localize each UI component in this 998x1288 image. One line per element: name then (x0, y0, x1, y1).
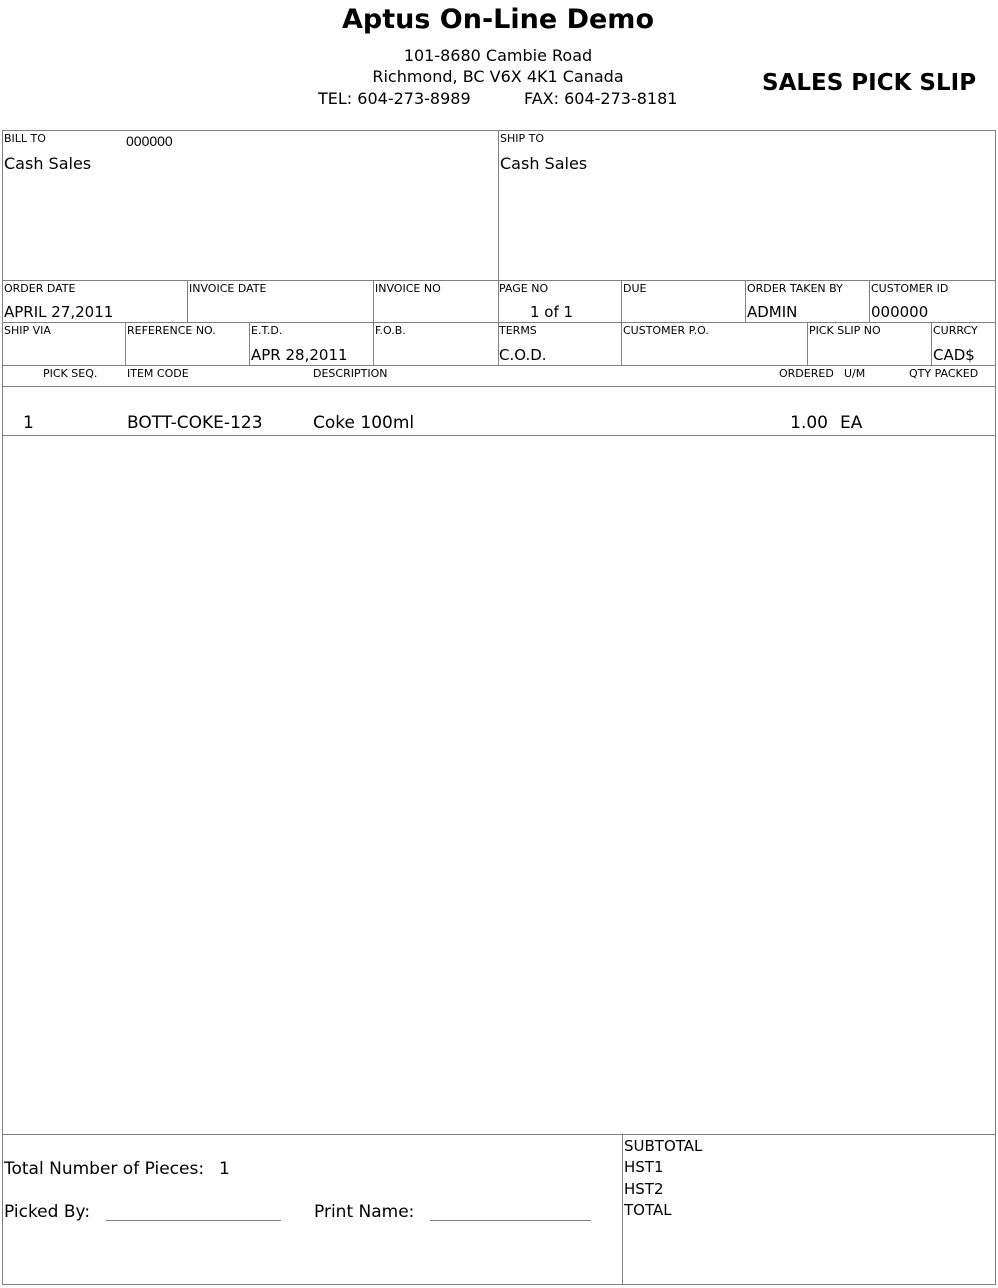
row2-divider (807, 322, 808, 365)
row2-divider (249, 322, 250, 365)
frame-top-line (2, 130, 996, 131)
ship-via-label: SHIP VIA (4, 324, 51, 337)
bill-to-code: 000000 (126, 133, 173, 149)
company-phone: TEL: 604-273-8989 (318, 89, 471, 108)
total-label: TOTAL (624, 1201, 672, 1219)
document-title: SALES PICK SLIP (762, 70, 977, 96)
currcy-label: CURRCY (933, 324, 978, 337)
col-header-item-code: ITEM CODE (127, 367, 189, 380)
row2-divider (373, 322, 374, 365)
header-top-line (2, 365, 996, 366)
customer-id-label: CUSTOMER ID (871, 282, 949, 295)
print-name-label: Print Name: (314, 1202, 415, 1222)
row1-divider (745, 280, 746, 322)
frame-right-line (995, 130, 996, 1285)
picked-by-label: Picked By: (4, 1202, 91, 1222)
company-address-line2: Richmond, BC V6X 4K1 Canada (372, 67, 624, 86)
etd-label: E.T.D. (251, 324, 283, 337)
company-name: Aptus On-Line Demo (341, 4, 654, 35)
row1-divider (187, 280, 188, 322)
row1-divider (869, 280, 870, 322)
due-label: DUE (623, 282, 647, 295)
frame-left-line (2, 130, 3, 1285)
customer-id-value: 000000 (871, 303, 929, 321)
terms-label: TERMS (499, 324, 537, 337)
ship-to-name: Cash Sales (500, 154, 588, 173)
total-pieces-label: Total Number of Pieces: (4, 1159, 205, 1179)
col-header-ordered: ORDERED (779, 367, 834, 380)
row1-top-line (2, 280, 996, 281)
header-bottom-line (2, 386, 996, 387)
bill-to-name: Cash Sales (4, 154, 92, 173)
pick-slip-no-label: PICK SLIP NO (809, 324, 881, 337)
line-pick-seq: 1 (23, 413, 34, 433)
hst2-label: HST2 (624, 1180, 664, 1198)
col-header-qty-packed: QTY PACKED (909, 367, 979, 380)
line-item-code: BOTT-COKE-123 (127, 413, 263, 433)
footer-divider (622, 1134, 623, 1285)
order-date-value: APRIL 27,2011 (4, 303, 114, 321)
total-pieces-value: 1 (219, 1159, 230, 1179)
page-no-value: 1 of 1 (530, 303, 574, 321)
etd-value: APR 28,2011 (251, 346, 348, 364)
col-header-pick-seq: PICK SEQ. (43, 367, 98, 380)
bill-to-label: BILL TO (4, 132, 46, 145)
order-date-label: ORDER DATE (4, 282, 76, 295)
col-header-um: U/M (844, 367, 866, 380)
row1-divider (373, 280, 374, 322)
customer-po-label: CUSTOMER P.O. (623, 324, 709, 337)
page-no-label: PAGE NO (499, 282, 549, 295)
ship-to-label: SHIP TO (500, 132, 545, 145)
row2-top-line (2, 322, 996, 323)
frame-bottom-line (2, 1284, 996, 1285)
currcy-value: CAD$ (933, 346, 975, 364)
company-address-line1: 101-8680 Cambie Road (403, 46, 593, 65)
invoice-no-label: INVOICE NO (375, 282, 441, 295)
address-divider (498, 130, 499, 280)
line-ordered: 1.00 (790, 413, 828, 433)
row2-divider (931, 322, 932, 365)
lines-bottom-line (2, 435, 996, 436)
order-taken-by-value: ADMIN (747, 303, 798, 321)
invoice-date-label: INVOICE DATE (189, 282, 267, 295)
picked-by-signature-line (106, 1220, 281, 1221)
fob-label: F.O.B. (375, 324, 406, 337)
line-um: EA (840, 413, 863, 433)
row1-divider (621, 280, 622, 322)
print-name-signature-line (430, 1220, 591, 1221)
subtotal-label: SUBTOTAL (624, 1137, 703, 1155)
col-header-description: DESCRIPTION (313, 367, 388, 380)
reference-no-label: REFERENCE NO. (127, 324, 216, 337)
row2-divider (621, 322, 622, 365)
hst1-label: HST1 (624, 1158, 664, 1176)
company-fax: FAX: 604-273-8181 (524, 89, 678, 108)
footer-top-line (2, 1134, 996, 1135)
order-taken-by-label: ORDER TAKEN BY (747, 282, 843, 295)
row2-divider (125, 322, 126, 365)
terms-value: C.O.D. (499, 346, 547, 364)
line-description: Coke 100ml (313, 413, 415, 433)
